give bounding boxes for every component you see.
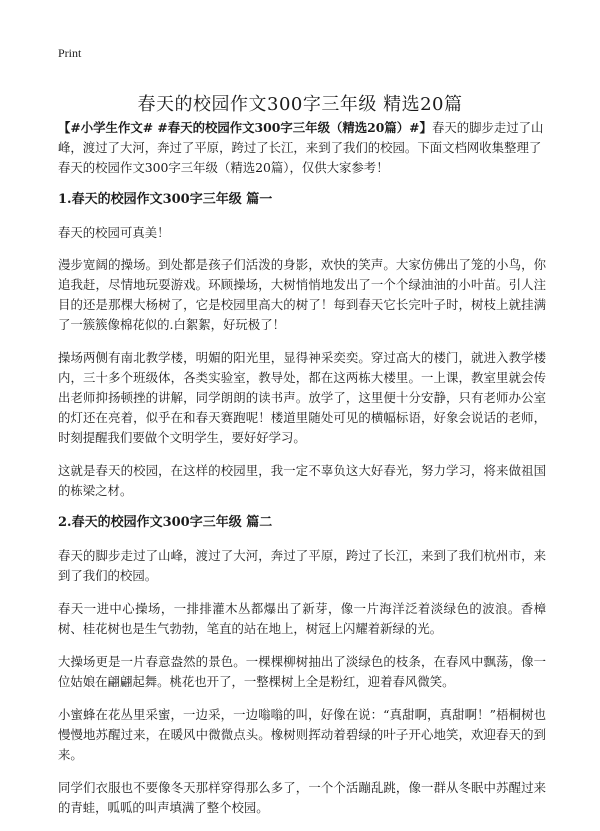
intro-tags: 【#小学生作文# #春天的校园作文300字三年级（精选20篇）#】 — [58, 120, 432, 135]
page-title: 春天的校园作文300字三年级 精选20篇 — [137, 94, 463, 116]
paragraph: 小蜜蜂在花丛里采蜜，一边采，一边嗡嗡的叫，好像在说：“真甜啊，真甜啊！”梧桐树也慢慢地苏醒过来，在暖风中微微点头。橡树则挥动着碧绿的叶子开心地笑，欢迎春天的到来。 — [58, 707, 546, 762]
intro-paragraph — [58, 118, 546, 178]
paragraph: 同学们衣服也不要像冬天那样穿得那么多了，一个个活蹦乱跳，像一群从冬眠中苏醒过来的青蛙，呱呱的叫声填满了整个校园。 — [58, 780, 546, 815]
paragraph: 春天的校园可真美！ — [58, 225, 170, 240]
paragraph: 大操场更是一片春意盎然的景色。一棵棵柳树抽出了淡绿色的枝条，在春风中飘荡，像一位姑娘在翩翩起舞。桃花也开了，一整棵树上全是粉红，迎着春风微笑。 — [58, 654, 546, 689]
print-link[interactable]: Print — [58, 46, 82, 60]
paragraph: 这就是春天的校园，在这样的校园里，我一定不辜负这大好春光，努力学习，将来做祖国的栋梁之材。 — [58, 463, 546, 498]
intro-text: 春天的脚步走过了山峰，渡过了大河，奔过了平原，跨过了长江，来到了我们的校园。下面文档网收集整理了春天的校园作文300字三年级（精选20篇），仅供大家参考！ — [58, 120, 544, 175]
article-body — [58, 118, 546, 831]
paragraph: 春天的脚步走过了山峰，渡过了大河，奔过了平原，跨过了长江，来到了我们杭州市，来到了我们的校园。 — [58, 548, 546, 583]
paragraph: 春天一进中心操场，一排排灌木丛都爆出了新芽，像一片海洋泛着淡绿色的波浪。香樟树、桂花树也是生气勃勃，笔直的站在地上，树冠上闪耀着新绿的光。 — [58, 601, 546, 636]
section-heading: 2.春天的校园作文300字三年级 篇二 — [58, 515, 273, 530]
paragraph: 漫步宽阔的操场。到处都是孩子们活泼的身影，欢快的笑声。大家仿佛出了笼的小鸟，你追我赶，尽情地玩耍游戏。环顾操场，大树悄悄地发出了一个个绿油油的小叶苗。引人注目的还是那棵大杨树了，它是校园里高大的树了！每到春天它长完叶子时，树枝上就挂满了一簇簇像棉花似的.白絮絮，好玩极了！ — [58, 257, 546, 332]
section-heading: 1.春天的校园作文300字三年级 篇一 — [58, 192, 273, 207]
paragraph: 操场两侧有南北教学楼，明媚的阳光里，显得神采奕奕。穿过高大的楼门，就进入教学楼内，三十多个班级体，各类实验室，教导处，都在这两栋大楼里。一上课，教室里就会传出老师抑扬顿挫的讲解，同学朗朗的读书声。放学了，这里便十分安静，只有老师办公室的灯还在亮着，似乎在和春天赛跑呢！楼道里随处可见的横幅标语，好象会说话的老师，时刻提醒我们要做个文明学生，要好好学习。 — [58, 350, 546, 445]
